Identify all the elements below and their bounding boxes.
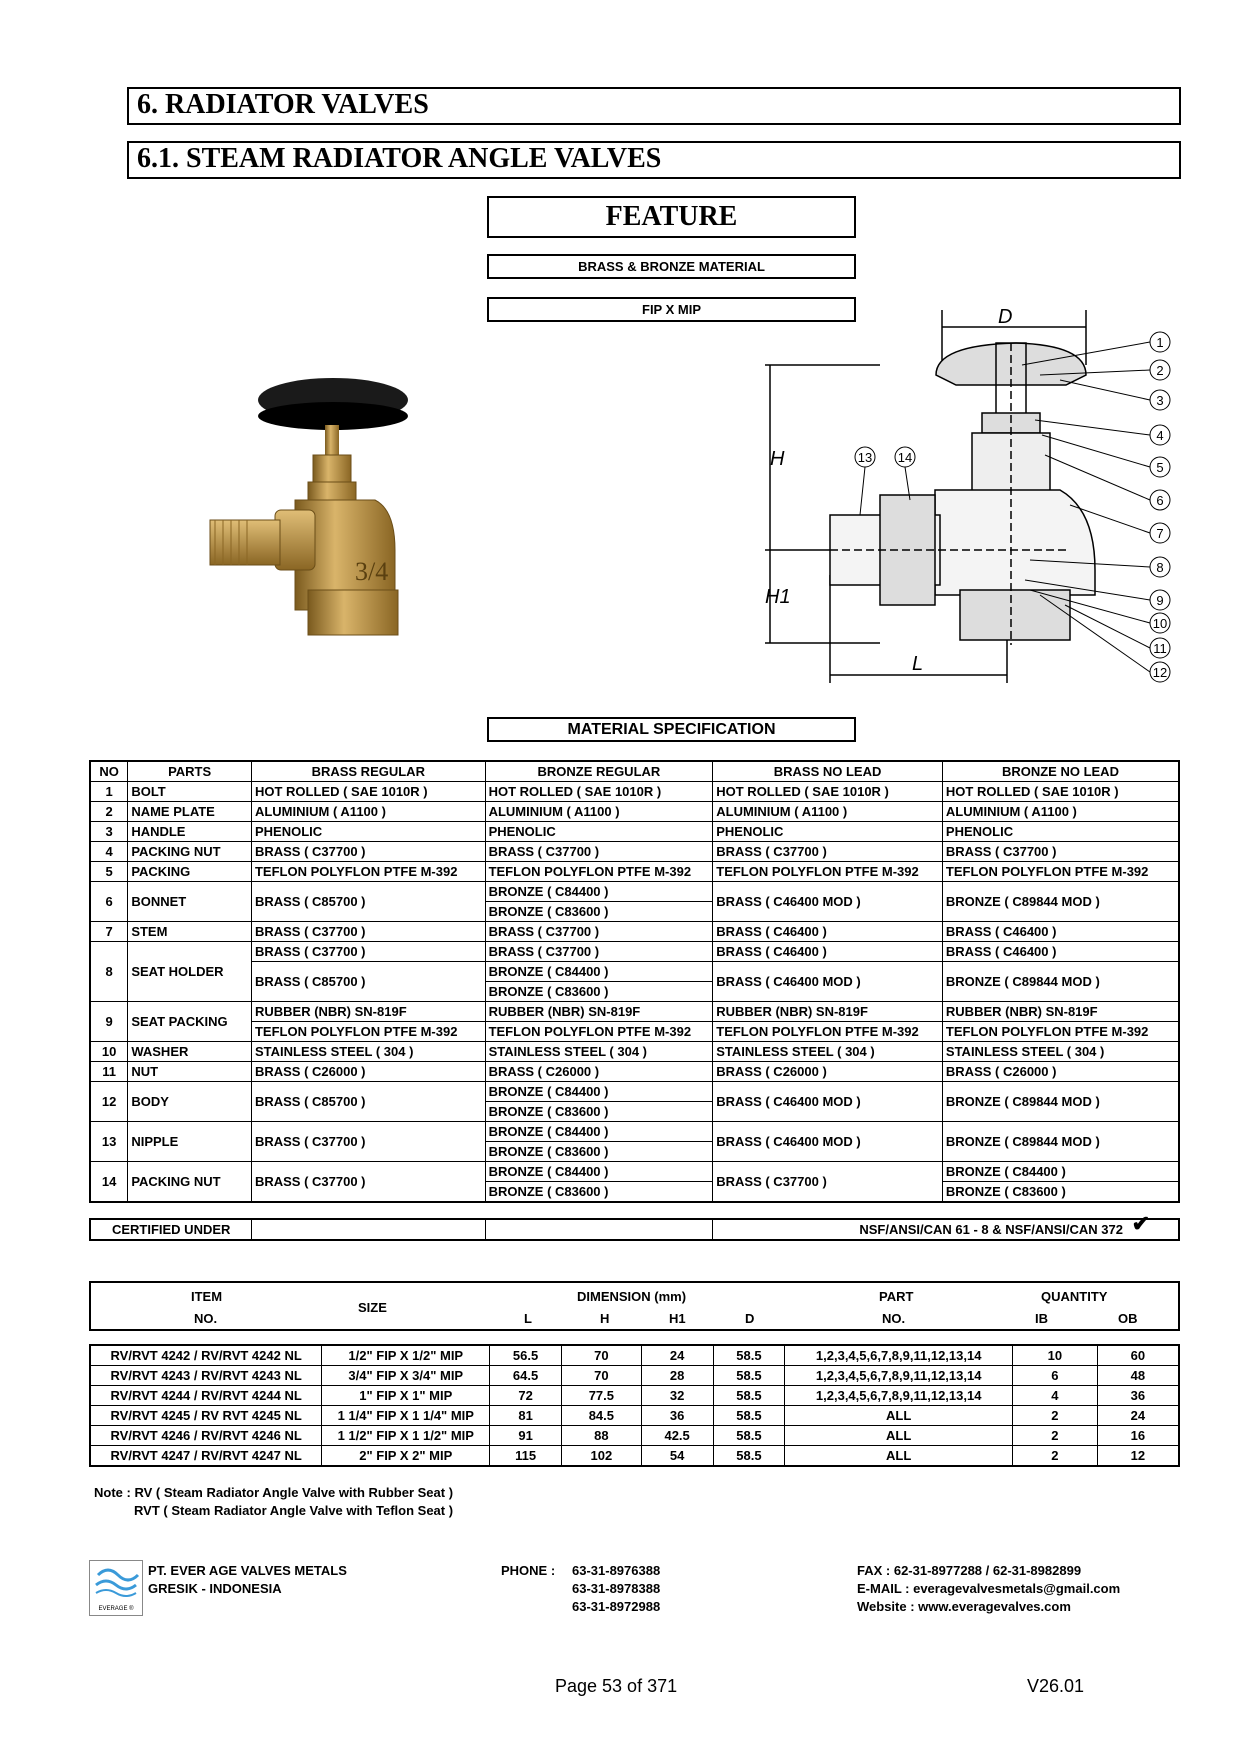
material-table xyxy=(89,760,1180,1203)
material-row xyxy=(90,942,1179,962)
material-cell: BRASS ( C37700 ) xyxy=(942,842,1179,862)
material-cell: RUBBER (NBR) SN-819F xyxy=(713,1002,943,1022)
material-cell: BRASS ( C46400 MOD ) xyxy=(713,962,943,1002)
dimension-cell: 58.5 xyxy=(713,1446,785,1467)
header-quantity: QUANTITY xyxy=(1041,1289,1108,1304)
dimension-cell: 2 xyxy=(1013,1426,1098,1446)
dimension-cell: RV/RVT 4245 / RV RVT 4245 NL xyxy=(90,1406,322,1426)
material-cell: BRASS ( C37700 ) xyxy=(251,922,485,942)
material-row xyxy=(90,1002,1179,1022)
email: E-MAIL : everagevalvesmetals@gmail.com xyxy=(857,1581,1121,1596)
material-cell: HOT ROLLED ( SAE 1010R ) xyxy=(485,782,713,802)
dimension-cell: 64.5 xyxy=(490,1366,562,1386)
dimension-cell: 12 xyxy=(1097,1446,1179,1467)
part-no: 1 xyxy=(90,782,128,802)
part-no: 12 xyxy=(90,1082,128,1122)
dimension-cell: RV/RVT 4243 / RV/RVT 4243 NL xyxy=(90,1366,322,1386)
part-name: BODY xyxy=(128,1082,252,1122)
callout-6: 6 xyxy=(1156,493,1164,508)
certified-value: NSF/ANSI/CAN 61 - 8 & NSF/ANSI/CAN 372 xyxy=(859,1222,1123,1237)
dim-label-l: L xyxy=(912,653,924,675)
material-row xyxy=(90,1022,1179,1042)
certified-label: CERTIFIED UNDER xyxy=(90,1219,252,1240)
part-no: 9 xyxy=(90,1002,128,1042)
part-name: STEM xyxy=(128,922,252,942)
dimension-cell: 28 xyxy=(641,1366,713,1386)
material-cell: ALUMINIUM ( A1100 ) xyxy=(251,802,485,822)
material-cell: BRASS ( C46400 MOD ) xyxy=(713,882,943,922)
fax: FAX : 62-31-8977288 / 62-31-8982899 xyxy=(857,1563,1082,1578)
callout-9: 9 xyxy=(1156,593,1164,608)
material-cell: BRONZE ( C89844 MOD ) xyxy=(942,962,1179,1002)
material-cell: TEFLON POLYFLON PTFE M-392 xyxy=(942,1022,1179,1042)
dimension-cell: 3/4" FIP X 3/4" MIP xyxy=(322,1366,490,1386)
header-ob: OB xyxy=(1118,1311,1138,1326)
material-cell: TEFLON POLYFLON PTFE M-392 xyxy=(942,862,1179,882)
dimension-cell: 36 xyxy=(1097,1386,1179,1406)
material-cell: STAINLESS STEEL ( 304 ) xyxy=(942,1042,1179,1062)
dimension-cell: RV/RVT 4247 / RV/RVT 4247 NL xyxy=(90,1446,322,1467)
header-h: H xyxy=(600,1311,610,1326)
col-header-bronze-regular: BRONZE REGULAR xyxy=(485,761,713,782)
material-cell: BRASS ( C26000 ) xyxy=(942,1062,1179,1082)
part-name: BOLT xyxy=(128,782,252,802)
version: V26.01 xyxy=(1027,1676,1085,1696)
dimension-row xyxy=(90,1446,1179,1467)
material-cell: BRASS ( C85700 ) xyxy=(251,962,485,1002)
part-name: NUT xyxy=(128,1062,252,1082)
dimension-cell: 115 xyxy=(490,1446,562,1467)
header-dimension: DIMENSION (mm) xyxy=(577,1289,687,1304)
material-row xyxy=(90,802,1179,822)
material-cell: TEFLON POLYFLON PTFE M-392 xyxy=(713,1022,943,1042)
part-name: NIPPLE xyxy=(128,1122,252,1162)
part-name: BONNET xyxy=(128,882,252,922)
dimension-cell: 10 xyxy=(1013,1345,1098,1366)
dimension-cell: 102 xyxy=(561,1446,641,1467)
callout-14: 14 xyxy=(897,450,913,465)
material-row xyxy=(90,1082,1179,1102)
material-cell: BRASS ( C26000 ) xyxy=(485,1062,713,1082)
material-row xyxy=(90,962,1179,982)
dimension-cell: 58.5 xyxy=(713,1426,785,1446)
phone-label: PHONE : xyxy=(501,1563,556,1578)
dimension-row xyxy=(90,1406,1179,1426)
part-name: PACKING NUT xyxy=(128,1162,252,1203)
material-cell: BRASS ( C46400 MOD ) xyxy=(713,1122,943,1162)
material-cell: BRONZE ( C84400 ) xyxy=(485,1162,713,1182)
dimension-cell: RV/RVT 4244 / RV/RVT 4244 NL xyxy=(90,1386,322,1406)
dimension-cell: 58.5 xyxy=(713,1366,785,1386)
material-cell: BRASS ( C26000 ) xyxy=(713,1062,943,1082)
dimension-cell: 4 xyxy=(1013,1386,1098,1406)
dimension-cell: 60 xyxy=(1097,1345,1179,1366)
material-cell: BRONZE ( C89844 MOD ) xyxy=(942,1122,1179,1162)
material-cell: BRASS ( C37700 ) xyxy=(251,842,485,862)
material-cell: BRASS ( C46400 ) xyxy=(942,942,1179,962)
material-cell: BRASS ( C37700 ) xyxy=(251,1122,485,1162)
header-item-no: NO. xyxy=(194,1311,218,1326)
material-cell: BRONZE ( C83600 ) xyxy=(485,1142,713,1162)
callout-2: 2 xyxy=(1156,363,1164,378)
material-row xyxy=(90,1162,1179,1182)
dimension-cell: 1,2,3,4,5,6,7,8,9,11,12,13,14 xyxy=(785,1386,1013,1406)
dimension-table xyxy=(89,1344,1180,1467)
part-no: 13 xyxy=(90,1122,128,1162)
material-cell: BRASS ( C46400 ) xyxy=(942,922,1179,942)
header-d: D xyxy=(745,1311,755,1326)
material-cell: HOT ROLLED ( SAE 1010R ) xyxy=(713,782,943,802)
dimension-cell: 1,2,3,4,5,6,7,8,9,11,12,13,14 xyxy=(785,1345,1013,1366)
dimension-row xyxy=(90,1426,1179,1446)
material-row xyxy=(90,882,1179,902)
dimension-table-header xyxy=(89,1281,1180,1331)
material-row xyxy=(90,842,1179,862)
material-cell: PHENOLIC xyxy=(251,822,485,842)
material-spec-title: MATERIAL SPECIFICATION xyxy=(487,717,856,742)
body-mark: 3/4 xyxy=(355,557,389,586)
material-cell: BRONZE ( C84400 ) xyxy=(485,1122,713,1142)
material-cell: BRONZE ( C84400 ) xyxy=(485,1082,713,1102)
part-no: 2 xyxy=(90,802,128,822)
dimension-cell: 24 xyxy=(1097,1406,1179,1426)
section-title: 6. RADIATOR VALVES xyxy=(127,87,1181,125)
dimension-cell: ALL xyxy=(785,1426,1013,1446)
dimension-cell: 72 xyxy=(490,1386,562,1406)
dimension-cell: 58.5 xyxy=(713,1406,785,1426)
material-cell: ALUMINIUM ( A1100 ) xyxy=(485,802,713,822)
material-cell: TEFLON POLYFLON PTFE M-392 xyxy=(713,862,943,882)
dimension-cell: ALL xyxy=(785,1446,1013,1467)
dimension-cell: 58.5 xyxy=(713,1345,785,1366)
part-name: PACKING xyxy=(128,862,252,882)
website: Website : www.everagevalves.com xyxy=(857,1599,1071,1614)
company-location: GRESIK - INDONESIA xyxy=(148,1581,282,1596)
col-header-brass-regular: BRASS REGULAR xyxy=(251,761,485,782)
header-ib: IB xyxy=(1035,1311,1048,1326)
phone-2: 63-31-8978388 xyxy=(572,1581,661,1596)
material-cell: STAINLESS STEEL ( 304 ) xyxy=(713,1042,943,1062)
dimension-cell: 16 xyxy=(1097,1426,1179,1446)
dimension-cell: ALL xyxy=(785,1406,1013,1426)
material-cell: BRONZE ( C84400 ) xyxy=(942,1162,1179,1182)
header-part-no: NO. xyxy=(882,1311,906,1326)
part-no: 14 xyxy=(90,1162,128,1203)
part-name: SEAT HOLDER xyxy=(128,942,252,1002)
callout-7: 7 xyxy=(1156,526,1164,541)
material-cell: BRONZE ( C84400 ) xyxy=(485,962,713,982)
part-no: 6 xyxy=(90,882,128,922)
material-cell: PHENOLIC xyxy=(713,822,943,842)
material-cell: BRONZE ( C83600 ) xyxy=(485,902,713,922)
part-no: 10 xyxy=(90,1042,128,1062)
material-cell: ALUMINIUM ( A1100 ) xyxy=(713,802,943,822)
callout-8: 8 xyxy=(1156,560,1164,575)
material-cell: PHENOLIC xyxy=(485,822,713,842)
dimension-row xyxy=(90,1386,1179,1406)
part-no: 7 xyxy=(90,922,128,942)
material-cell: RUBBER (NBR) SN-819F xyxy=(251,1002,485,1022)
part-no: 4 xyxy=(90,842,128,862)
header-size: SIZE xyxy=(358,1300,387,1315)
callout-13: 13 xyxy=(857,450,873,465)
material-row xyxy=(90,862,1179,882)
callout-11: 11 xyxy=(1153,641,1167,656)
material-row xyxy=(90,1042,1179,1062)
company-logo xyxy=(89,1560,143,1616)
phone-3: 63-31-8972988 xyxy=(572,1599,661,1614)
dimension-cell: 42.5 xyxy=(641,1426,713,1446)
callout-4: 4 xyxy=(1156,428,1164,443)
dimension-row xyxy=(90,1366,1179,1386)
part-name: PACKING NUT xyxy=(128,842,252,862)
dimension-cell: 1 1/4" FIP X 1 1/4" MIP xyxy=(322,1406,490,1426)
material-cell: BRONZE ( C84400 ) xyxy=(485,882,713,902)
wave-logo-icon xyxy=(90,1561,142,1601)
part-no: 8 xyxy=(90,942,128,1002)
part-name: SEAT PACKING xyxy=(128,1002,252,1042)
feature-item-material: BRASS & BRONZE MATERIAL xyxy=(487,254,856,279)
callout-12: 12 xyxy=(1152,665,1168,680)
feature-title: FEATURE xyxy=(487,196,856,238)
material-cell: BRASS ( C37700 ) xyxy=(251,942,485,962)
material-cell: BRONZE ( C83600 ) xyxy=(485,1102,713,1122)
note-rv: Note : RV ( Steam Radiator Angle Valve with Rubber Seat ) xyxy=(94,1485,454,1500)
dimension-cell: 91 xyxy=(490,1426,562,1446)
dimension-cell: 48 xyxy=(1097,1366,1179,1386)
callout-1: 1 xyxy=(1156,335,1164,350)
dimension-cell: 2 xyxy=(1013,1446,1098,1467)
dimension-cell: 36 xyxy=(641,1406,713,1426)
dim-label-h: H xyxy=(770,448,785,470)
logo-text: EVERAGE ® xyxy=(98,1606,134,1612)
subsection-title: 6.1. STEAM RADIATOR ANGLE VALVES xyxy=(127,141,1181,179)
callout-3: 3 xyxy=(1156,393,1164,408)
section-drawing xyxy=(760,305,1180,695)
material-cell: TEFLON POLYFLON PTFE M-392 xyxy=(485,862,713,882)
dimension-cell: 70 xyxy=(561,1366,641,1386)
callout-5: 5 xyxy=(1156,460,1164,475)
phone-1: 63-31-8976388 xyxy=(572,1563,661,1578)
valve-photo xyxy=(200,370,450,660)
dimension-cell: 1 1/2" FIP X 1 1/2" MIP xyxy=(322,1426,490,1446)
page-number: Page 53 of 371 xyxy=(555,1676,678,1696)
dim-label-d: D xyxy=(998,306,1013,328)
material-cell: BRASS ( C46400 ) xyxy=(713,942,943,962)
dimension-cell: 24 xyxy=(641,1345,713,1366)
part-no: 3 xyxy=(90,822,128,842)
dim-label-h1: H1 xyxy=(765,586,791,608)
dimension-cell: 88 xyxy=(561,1426,641,1446)
material-cell: BRASS ( C85700 ) xyxy=(251,882,485,922)
dimension-cell: 54 xyxy=(641,1446,713,1467)
material-cell: BRONZE ( C89844 MOD ) xyxy=(942,882,1179,922)
material-cell: TEFLON POLYFLON PTFE M-392 xyxy=(485,1022,713,1042)
part-name: WASHER xyxy=(128,1042,252,1062)
company-name: PT. EVER AGE VALVES METALS xyxy=(148,1563,347,1578)
col-header-bronze-no-lead: BRONZE NO LEAD xyxy=(942,761,1179,782)
col-header-parts: PARTS xyxy=(128,761,252,782)
material-cell: BRASS ( C37700 ) xyxy=(485,942,713,962)
material-cell: ALUMINIUM ( A1100 ) xyxy=(942,802,1179,822)
material-cell: BRASS ( C46400 ) xyxy=(713,922,943,942)
material-row xyxy=(90,822,1179,842)
material-cell: BRASS ( C37700 ) xyxy=(713,1162,943,1203)
material-cell: BRASS ( C46400 MOD ) xyxy=(713,1082,943,1122)
material-cell: RUBBER (NBR) SN-819F xyxy=(942,1002,1179,1022)
dimension-cell: 1/2" FIP X 1/2" MIP xyxy=(322,1345,490,1366)
material-cell: BRONZE ( C83600 ) xyxy=(942,1182,1179,1203)
dimension-cell: 6 xyxy=(1013,1366,1098,1386)
dimension-cell: 2" FIP X 2" MIP xyxy=(322,1446,490,1467)
dimension-cell: 32 xyxy=(641,1386,713,1406)
part-no: 11 xyxy=(90,1062,128,1082)
dimension-cell: 77.5 xyxy=(561,1386,641,1406)
material-row xyxy=(90,922,1179,942)
dimension-cell: 1" FIP X 1" MIP xyxy=(322,1386,490,1406)
part-name: NAME PLATE xyxy=(128,802,252,822)
callout-10: 10 xyxy=(1152,616,1168,631)
material-cell: TEFLON POLYFLON PTFE M-392 xyxy=(251,1022,485,1042)
dimension-cell: 56.5 xyxy=(490,1345,562,1366)
note-rvt: RVT ( Steam Radiator Angle Valve with Teflon Seat ) xyxy=(134,1503,454,1518)
part-no: 5 xyxy=(90,862,128,882)
dimension-cell: 1,2,3,4,5,6,7,8,9,11,12,13,14 xyxy=(785,1366,1013,1386)
material-cell: BRONZE ( C83600 ) xyxy=(485,982,713,1002)
material-cell: STAINLESS STEEL ( 304 ) xyxy=(251,1042,485,1062)
material-cell: PHENOLIC xyxy=(942,822,1179,842)
material-cell: BRASS ( C37700 ) xyxy=(713,842,943,862)
material-cell: BRASS ( C37700 ) xyxy=(485,842,713,862)
check-icon: ✔ xyxy=(1131,1211,1150,1236)
material-cell: BRASS ( C26000 ) xyxy=(251,1062,485,1082)
dimension-cell: RV/RVT 4246 / RV/RVT 4246 NL xyxy=(90,1426,322,1446)
material-cell: HOT ROLLED ( SAE 1010R ) xyxy=(942,782,1179,802)
col-header-no: NO xyxy=(90,761,128,782)
dimension-cell: 2 xyxy=(1013,1406,1098,1426)
dimension-cell: 70 xyxy=(561,1345,641,1366)
material-row xyxy=(90,782,1179,802)
dimension-cell: 84.5 xyxy=(561,1406,641,1426)
header-h1: H1 xyxy=(669,1311,686,1326)
material-cell: BRONZE ( C83600 ) xyxy=(485,1182,713,1203)
material-cell: STAINLESS STEEL ( 304 ) xyxy=(485,1042,713,1062)
col-header-brass-no-lead: BRASS NO LEAD xyxy=(713,761,943,782)
material-cell: BRASS ( C37700 ) xyxy=(251,1162,485,1203)
material-cell: BRASS ( C85700 ) xyxy=(251,1082,485,1122)
feature-item-connection: FIP X MIP xyxy=(487,297,856,322)
dimension-cell: 58.5 xyxy=(713,1386,785,1406)
certified-row xyxy=(89,1211,1180,1241)
dimension-cell: RV/RVT 4242 / RV/RVT 4242 NL xyxy=(90,1345,322,1366)
material-cell: BRONZE ( C89844 MOD ) xyxy=(942,1082,1179,1122)
header-l: L xyxy=(524,1311,532,1326)
header-item: ITEM xyxy=(191,1289,223,1304)
header-part: PART xyxy=(879,1289,914,1304)
material-cell: RUBBER (NBR) SN-819F xyxy=(485,1002,713,1022)
material-row xyxy=(90,1122,1179,1142)
material-cell: TEFLON POLYFLON PTFE M-392 xyxy=(251,862,485,882)
part-name: HANDLE xyxy=(128,822,252,842)
dimension-cell: 81 xyxy=(490,1406,562,1426)
material-cell: BRASS ( C37700 ) xyxy=(485,922,713,942)
material-row xyxy=(90,1062,1179,1082)
material-cell: HOT ROLLED ( SAE 1010R ) xyxy=(251,782,485,802)
dimension-row xyxy=(90,1345,1179,1366)
